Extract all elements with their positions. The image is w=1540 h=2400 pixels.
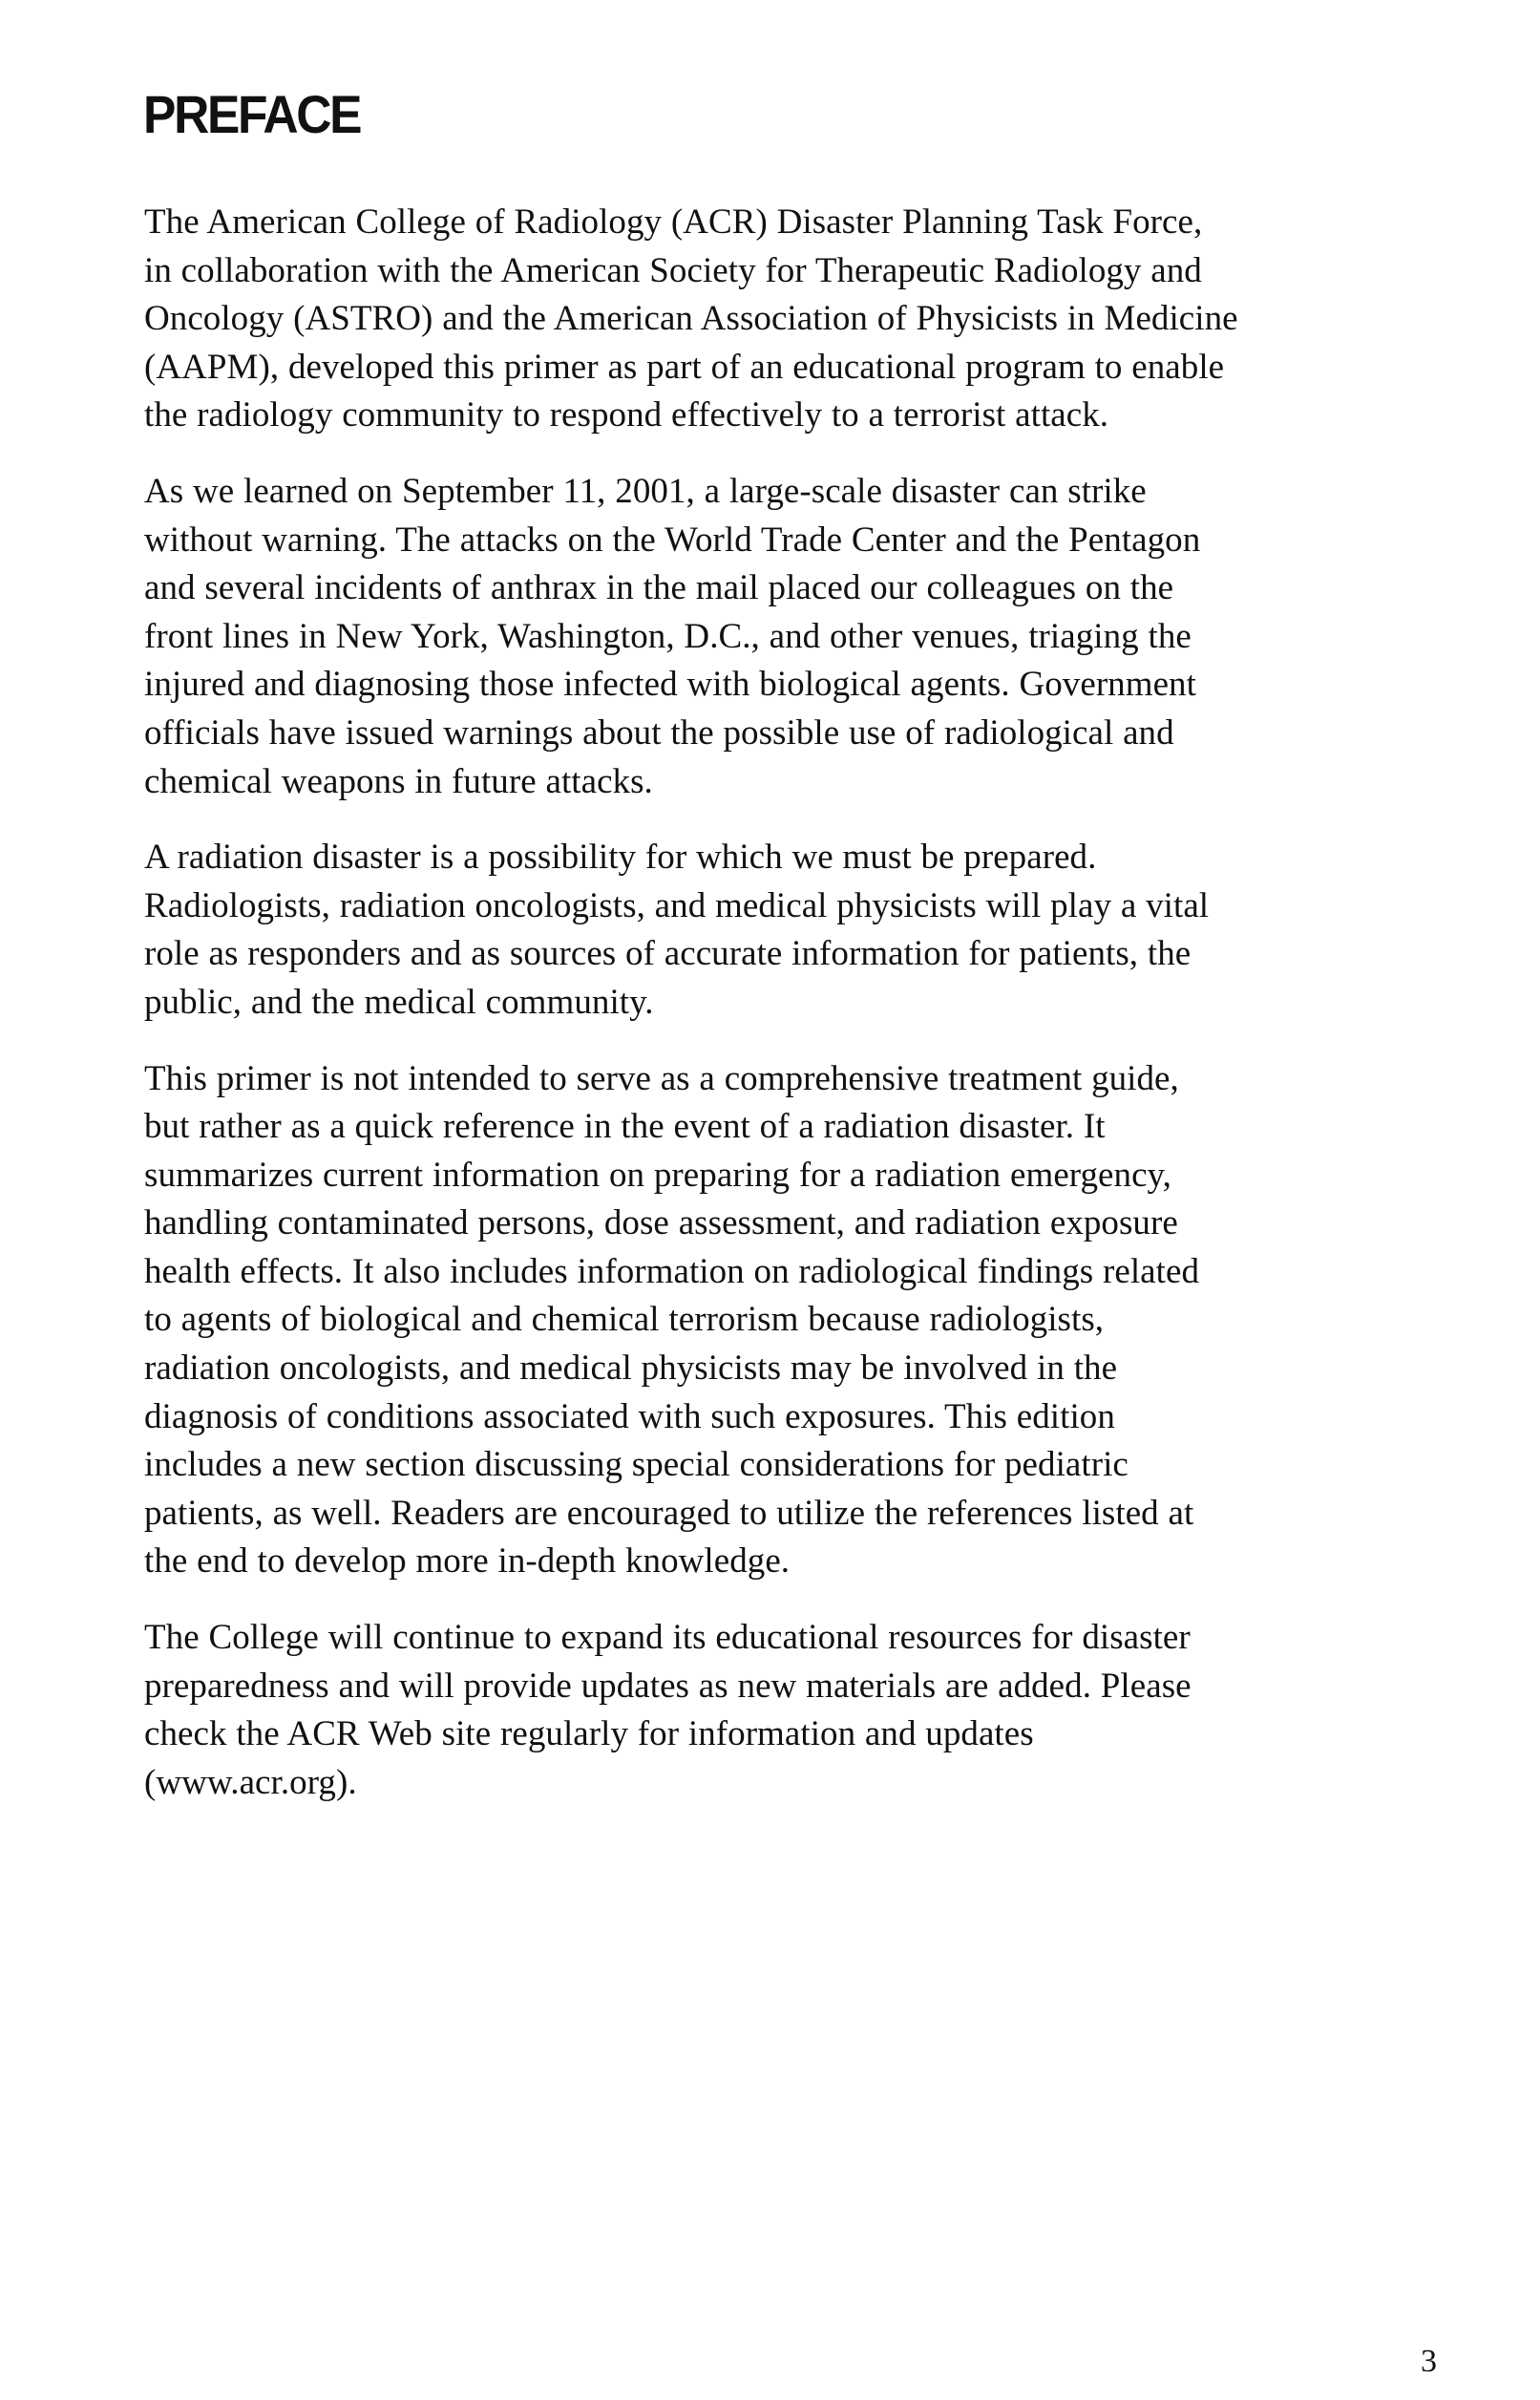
paragraph-primer-scope: This primer is not intended to serve as a comprehensive treatment guide, but rather as a quick reference in the event of a radiation disaster. It summarizes current information on preparing for a radiation emergency, handling contaminated persons, dose assessment, and radiation exposure health effects. It also includes information on radiological findings related to agents of biological and chemical terrorism because radiologists, radiation oncologists, and medical physicists may be involved in the diagnosis of conditions associated with such exposures. This edition includes a new section discussing special considerations for pediatric patients, as well. Readers are encouraged to utilize the references listed at the end to develop more in-depth knowledge. [144,1058,1199,1582]
paragraph-intro: The American College of Radiology (ACR) Disaster Planning Task Force, in collaboration with the American Society for Therapeutic Radiology and Oncology (ASTRO) and the American Association of Physicists in Medicine (AAPM), developed this primer as part of an educational program to enable the radiology community to respond effectively to a terrorist attack. [144,202,1238,435]
paragraph-radiation-disaster: A radiation disaster is a possibility for which we must be prepared. Radiologists, radiation oncologists, and medical physicists will play a vital role as responders and as sources of accurate information for patients, the public, and the medical community. [144,838,1210,1022]
paragraph-september-11: As we learned on September 11, 2001, a large-scale disaster can strike without warning. The attacks on the World Trade Center and the Pentagon and several incidents of anthrax in the mail placed our colleagues on the front lines in New York, Washington, D.C., and other venues, triaging the injured and diagnosing those infected with biological agents. Government officials have issued warnings about the possible use of radiological and chemical weapons in future attacks. [144,471,1201,801]
page-title: PREFACE [143,84,361,144]
body-text [144,199,1452,1835]
page-number: 3 [1421,2344,1437,2379]
paragraph-college-resources: The College will continue to expand its educational resources for disaster preparedness and will provide updates as new materials are added. Please check the ACR Web site regularly for information and updates (www.acr.org). [144,1618,1192,1802]
